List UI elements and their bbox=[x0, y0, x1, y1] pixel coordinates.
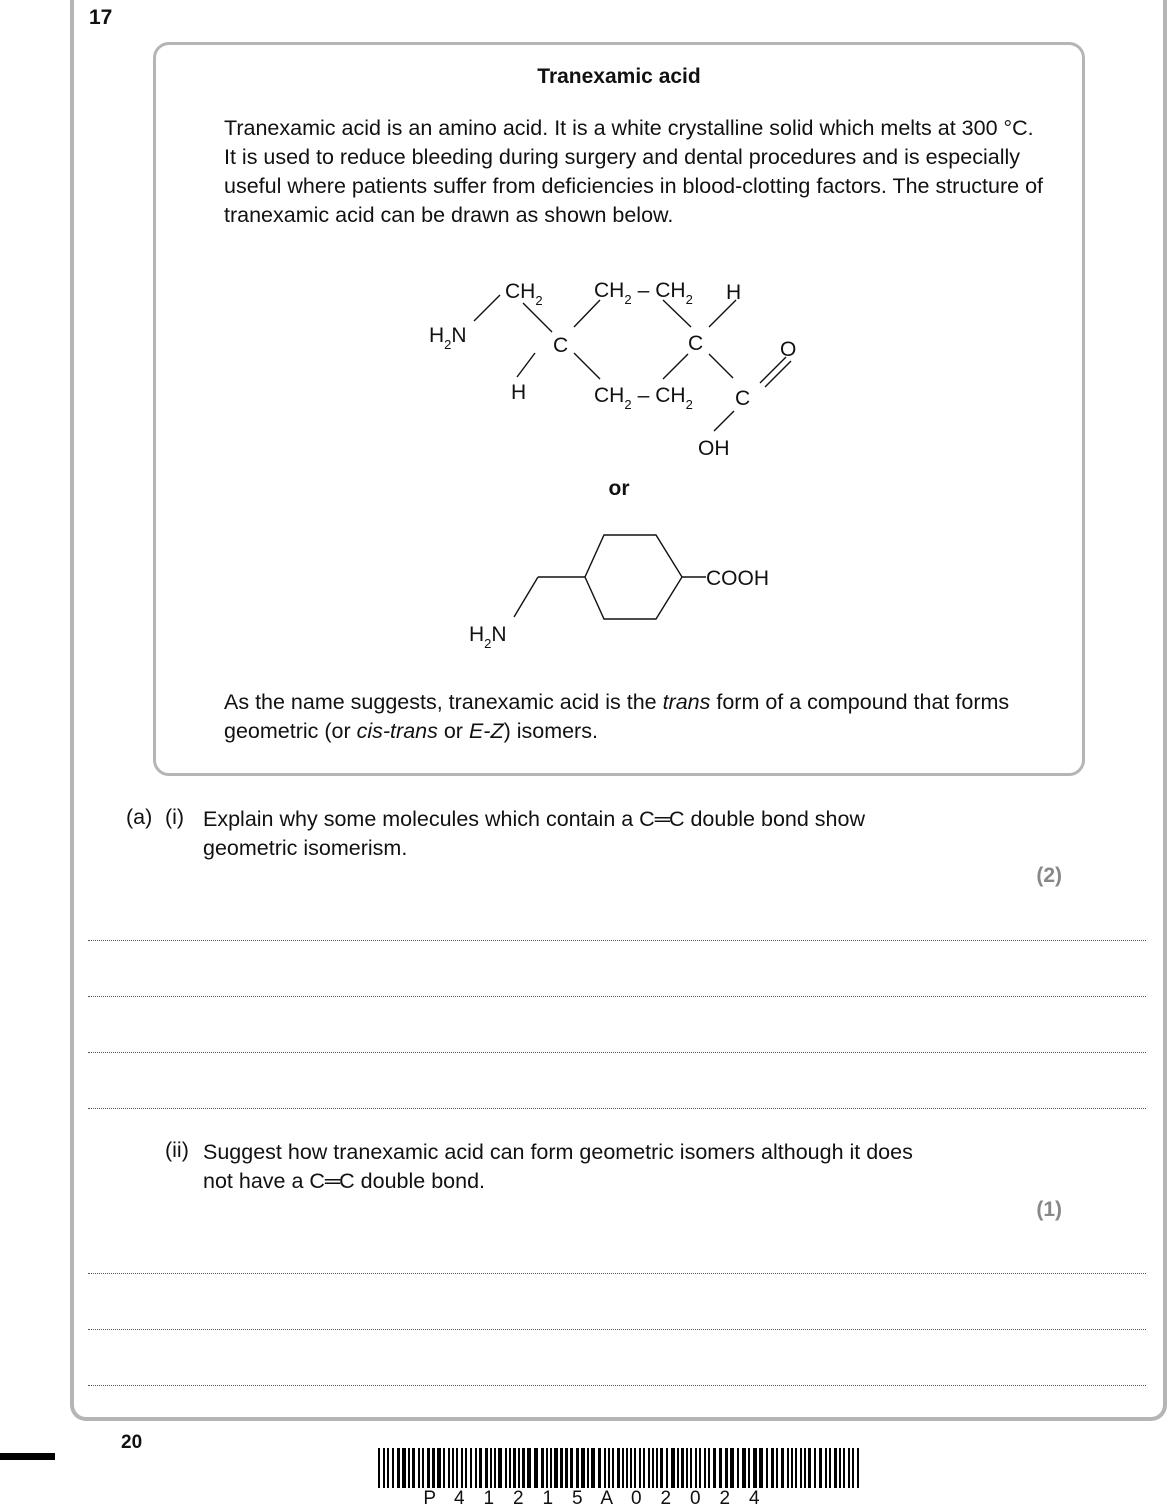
barcode-bar bbox=[704, 1448, 706, 1488]
answer-line-i-4[interactable] bbox=[88, 1108, 1146, 1109]
barcode-bar bbox=[522, 1448, 525, 1488]
barcode-char: 4 bbox=[748, 1488, 760, 1509]
barcode-bar bbox=[795, 1448, 797, 1488]
barcode-bar bbox=[626, 1448, 628, 1488]
barcode-bar bbox=[470, 1448, 472, 1488]
info-box bbox=[153, 42, 1085, 776]
barcode-bar bbox=[443, 1448, 445, 1488]
barcode-bar bbox=[550, 1448, 552, 1488]
barcode-bar bbox=[730, 1448, 734, 1488]
barcode-bar bbox=[848, 1448, 850, 1488]
barcode-bar bbox=[643, 1448, 645, 1488]
barcode-bar bbox=[834, 1448, 837, 1488]
barcode-bar bbox=[776, 1448, 778, 1488]
question-number: 17 bbox=[89, 6, 113, 29]
cooh-label: COOH bbox=[706, 567, 769, 590]
barcode-bar bbox=[418, 1448, 420, 1488]
barcode-char: 1 bbox=[542, 1488, 554, 1509]
intro-paragraph: Tranexamic acid is an amino acid. It is a white crystalline solid which melts at 300 °C. It is used to reduce bleeding during surgery and dental procedures and is especially useful where patients suffer from deficiencies in blood-clotting factors. The structure of tranexamic acid can be drawn as shown below. bbox=[224, 116, 1044, 227]
barcode-bar bbox=[857, 1448, 859, 1488]
answer-line-ii-3[interactable] bbox=[88, 1385, 1146, 1386]
barcode-bar bbox=[666, 1448, 668, 1488]
barcode-bar bbox=[427, 1448, 430, 1488]
marks-i: (2) bbox=[1036, 864, 1062, 887]
barcode-bar bbox=[671, 1448, 675, 1488]
barcode-bar bbox=[402, 1448, 406, 1488]
barcode-bar bbox=[541, 1448, 544, 1488]
barcode-bar bbox=[408, 1448, 410, 1488]
barcode-char: 0 bbox=[689, 1488, 701, 1509]
barcode-bar bbox=[432, 1448, 435, 1488]
answer-line-i-3[interactable] bbox=[88, 1052, 1146, 1053]
barcode-bar bbox=[513, 1448, 516, 1488]
barcode-bar bbox=[461, 1448, 463, 1488]
barcode-bar bbox=[448, 1448, 450, 1488]
barcode-bar bbox=[648, 1448, 650, 1488]
barcode-bar bbox=[494, 1448, 496, 1488]
barcode-bar bbox=[546, 1448, 548, 1488]
barcode-bar bbox=[699, 1448, 701, 1488]
barcode-bar bbox=[565, 1448, 568, 1488]
barcode-bar bbox=[505, 1448, 507, 1488]
barcode-bar bbox=[634, 1448, 636, 1488]
marks-ii: (1) bbox=[1036, 1198, 1062, 1221]
barcode-bar bbox=[819, 1448, 822, 1488]
barcode-char: 2 bbox=[512, 1488, 524, 1509]
barcode-bar bbox=[719, 1448, 722, 1488]
barcode-bar bbox=[490, 1448, 492, 1488]
part-a-label: (a) bbox=[126, 805, 153, 829]
ch2-ch2-label-bottom: $CH_2 - CH_2$ bbox=[594, 384, 693, 412]
barcode-bar bbox=[759, 1448, 763, 1488]
barcode-bar bbox=[814, 1448, 816, 1488]
c-label-left: C bbox=[553, 334, 569, 357]
part-i-label: (i) bbox=[165, 805, 185, 829]
barcode-bar bbox=[686, 1448, 688, 1488]
c-label-carboxyl: C bbox=[735, 387, 751, 410]
barcode-bar bbox=[766, 1448, 768, 1488]
barcode-bar bbox=[604, 1448, 606, 1488]
question-ii-text: Suggest how tranexamic acid can form geometric isomers although it does not have a C═C double bond. bbox=[203, 1140, 913, 1193]
barcode-bar bbox=[771, 1448, 774, 1488]
oh-label: OH bbox=[698, 437, 730, 460]
ch2-ch2-label-top: $CH_2 - CH_2$ bbox=[594, 279, 693, 307]
barcode-bar bbox=[808, 1448, 811, 1488]
part-ii-label: (ii) bbox=[165, 1138, 189, 1162]
barcode-char: 5 bbox=[571, 1488, 583, 1509]
barcode-bar bbox=[839, 1448, 841, 1488]
barcode-bar bbox=[608, 1448, 610, 1488]
barcode-bar bbox=[781, 1448, 784, 1488]
barcode-bar bbox=[387, 1448, 389, 1488]
barcode-bar bbox=[378, 1448, 380, 1488]
barcode-bar bbox=[725, 1448, 728, 1488]
barcode-bar bbox=[843, 1448, 845, 1488]
barcode-bar bbox=[681, 1448, 684, 1488]
barcode-bar bbox=[737, 1448, 739, 1488]
h-label-bottom-left: H bbox=[511, 381, 527, 404]
barcode-bar bbox=[656, 1448, 658, 1488]
answer-line-i-1[interactable] bbox=[88, 940, 1146, 941]
barcode-bar bbox=[560, 1448, 563, 1488]
barcode-bar bbox=[479, 1448, 482, 1488]
barcode-bar bbox=[622, 1448, 624, 1488]
barcode-bar bbox=[465, 1448, 467, 1488]
h-label-top-right: H bbox=[726, 281, 742, 304]
answer-line-i-2[interactable] bbox=[88, 996, 1146, 997]
c-label-right: C bbox=[688, 332, 704, 355]
question-i-text: Explain why some molecules which contain a C═C double bond show geometric isomerism. bbox=[203, 807, 865, 860]
barcode-bar bbox=[397, 1448, 400, 1488]
info-box-title: Tranexamic acid bbox=[537, 65, 701, 88]
h2n-label-1: $H_2N$ bbox=[429, 324, 467, 352]
margin-marker bbox=[0, 1453, 55, 1460]
barcode-bar bbox=[554, 1448, 558, 1488]
barcode-bar bbox=[829, 1448, 831, 1488]
barcode-bar bbox=[708, 1448, 710, 1488]
barcode-bar bbox=[392, 1448, 394, 1488]
barcode-bar bbox=[527, 1448, 531, 1488]
barcode-bar bbox=[804, 1448, 806, 1488]
ch2-label-top-left: $CH_2$ bbox=[505, 280, 543, 308]
barcode-bar bbox=[630, 1448, 632, 1488]
barcode-bar bbox=[383, 1448, 385, 1488]
barcode-bar bbox=[485, 1448, 488, 1488]
barcode-bar bbox=[713, 1448, 716, 1488]
or-separator: or bbox=[608, 477, 630, 500]
barcode-char: P bbox=[423, 1488, 437, 1509]
barcode-bar bbox=[652, 1448, 654, 1488]
barcode-bar bbox=[617, 1448, 620, 1488]
barcode-bar bbox=[591, 1448, 595, 1488]
barcode-bar bbox=[534, 1448, 538, 1488]
barcode-bar bbox=[576, 1448, 579, 1488]
barcode-bar bbox=[690, 1448, 692, 1488]
answer-line-ii-2[interactable] bbox=[88, 1329, 1146, 1330]
barcode-bar bbox=[452, 1448, 454, 1488]
structure-diagram-skeletal bbox=[156, 45, 1088, 685]
barcode-bar bbox=[787, 1448, 789, 1488]
barcode-bar bbox=[570, 1448, 573, 1488]
barcode-text bbox=[415, 1488, 769, 1510]
barcode-bar bbox=[587, 1448, 589, 1488]
barcode-bar bbox=[695, 1448, 697, 1488]
barcode-bar bbox=[612, 1448, 614, 1488]
barcode-bar bbox=[518, 1448, 520, 1488]
barcode-bar bbox=[742, 1448, 746, 1488]
barcode-char: 2 bbox=[660, 1488, 672, 1509]
barcode-bar bbox=[498, 1448, 502, 1488]
barcode-bar bbox=[753, 1448, 757, 1488]
barcode-char: 1 bbox=[483, 1488, 495, 1509]
barcode-bar bbox=[456, 1448, 458, 1488]
barcode-bar bbox=[639, 1448, 641, 1488]
barcode-bar bbox=[660, 1448, 663, 1488]
barcode-bar bbox=[509, 1448, 511, 1488]
h2n-label-2: $H_2N$ bbox=[469, 623, 507, 651]
barcode bbox=[378, 1448, 862, 1488]
barcode-char: 2 bbox=[719, 1488, 731, 1509]
barcode-char: 4 bbox=[453, 1488, 465, 1509]
barcode-char: 0 bbox=[630, 1488, 642, 1509]
barcode-bar bbox=[791, 1448, 793, 1488]
page-number: 20 bbox=[121, 1432, 143, 1453]
barcode-bar bbox=[677, 1448, 679, 1488]
trans-paragraph: As the name suggests, tranexamic acid is the trans form of a compound that forms geometric (or cis-trans or E-Z) isomers. bbox=[224, 690, 1010, 743]
barcode-bar bbox=[581, 1448, 585, 1488]
answer-line-ii-1[interactable] bbox=[88, 1273, 1146, 1274]
barcode-bar bbox=[475, 1448, 477, 1488]
barcode-bar bbox=[422, 1448, 424, 1488]
barcode-bar bbox=[748, 1448, 750, 1488]
barcode-char: A bbox=[600, 1488, 614, 1509]
barcode-bar bbox=[437, 1448, 441, 1488]
barcode-bar bbox=[800, 1448, 802, 1488]
barcode-bar bbox=[598, 1448, 601, 1488]
o-label: O bbox=[780, 338, 797, 361]
barcode-bar bbox=[412, 1448, 415, 1488]
barcode-bar bbox=[825, 1448, 827, 1488]
barcode-bar bbox=[852, 1448, 854, 1488]
